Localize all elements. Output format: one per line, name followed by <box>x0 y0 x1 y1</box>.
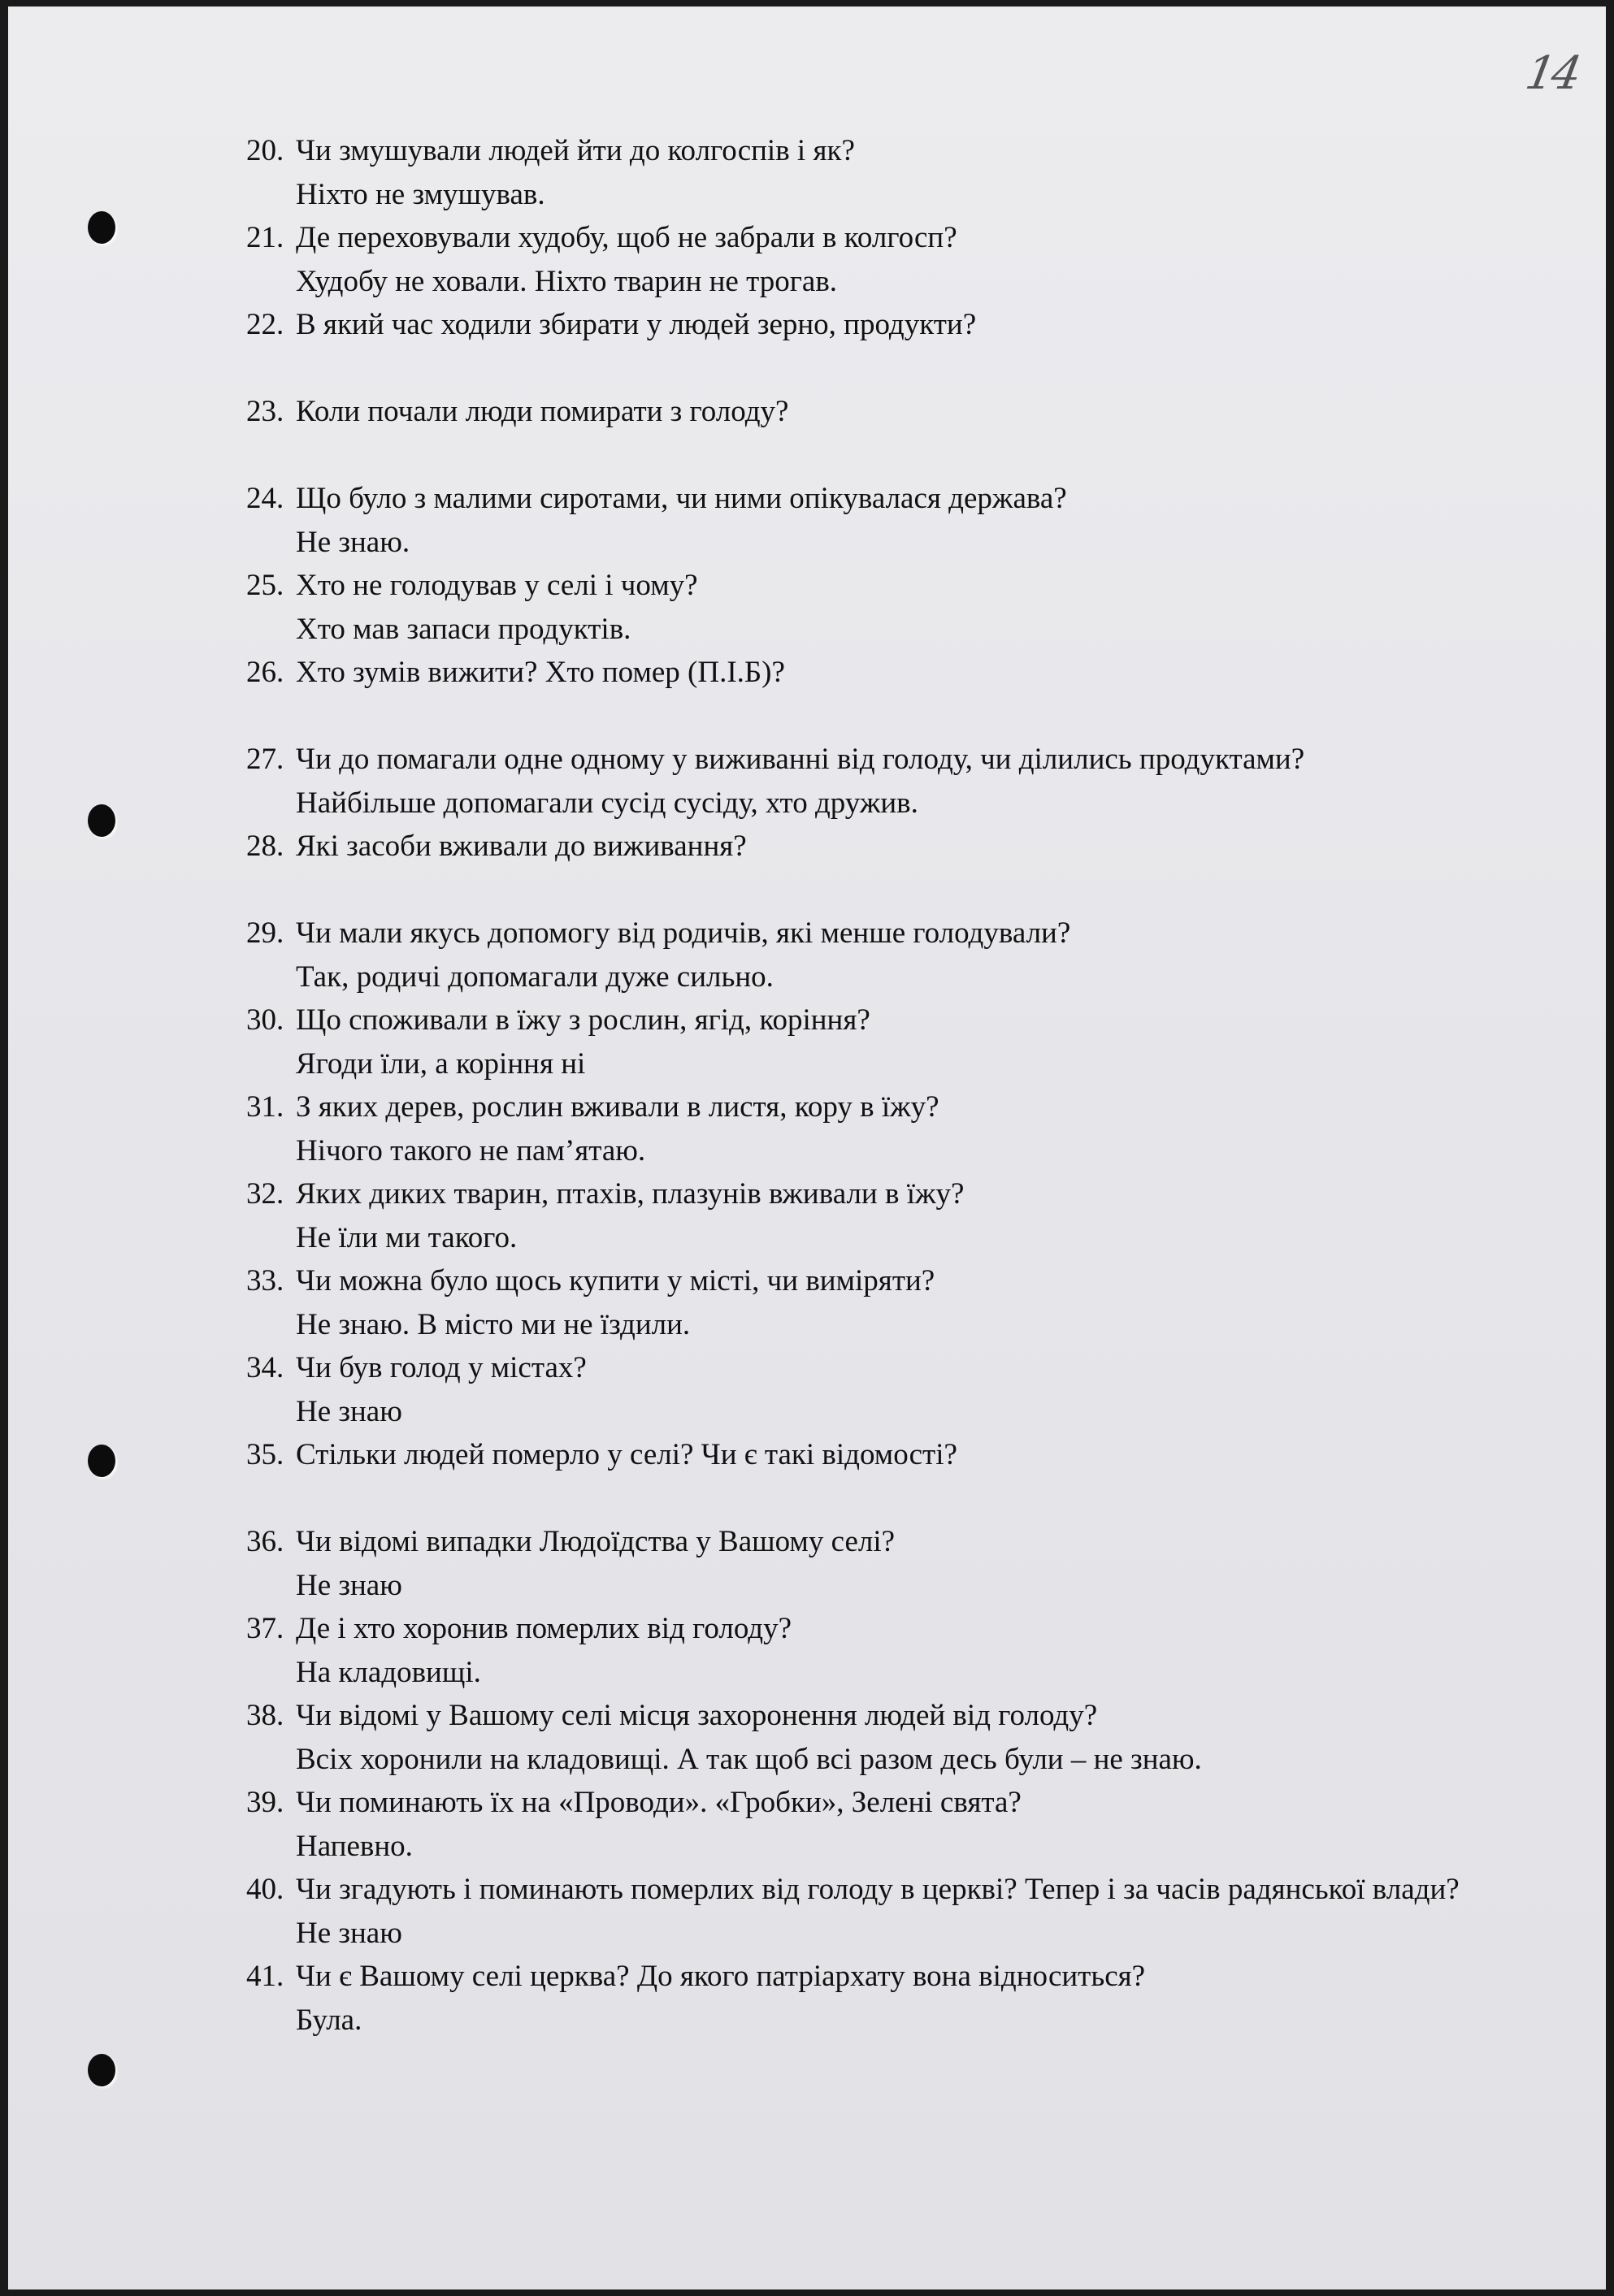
question-number: 27. <box>246 743 284 776</box>
question-number: 41. <box>246 1960 284 1993</box>
question-text: З яких дерев, рослин вживали в листя, кору в їжу? <box>296 1090 939 1124</box>
question-text: Чи змушували людей йти до колгоспів і як? <box>296 134 855 167</box>
question-text: Хто зумів вижити? Хто помер (П.І.Б)? <box>296 656 785 689</box>
question-item <box>246 1172 1494 1259</box>
question-item <box>246 1085 1494 1172</box>
question-text: Що було з малими сиротами, чи ними опікувалася держава? <box>296 482 1067 515</box>
blank-answer-space <box>296 1477 1494 1521</box>
question-item <box>246 825 1494 912</box>
answer-text: Не знаю <box>296 1916 402 1950</box>
question-number: 38. <box>246 1699 284 1732</box>
question-number: 23. <box>246 395 284 428</box>
answer-text: Всіх хоронили на кладовищі. А так щоб всі разом десь були – не знаю. <box>296 1742 1202 1776</box>
question-text: В який час ходили збирати у людей зерно, продукти? <box>296 308 977 341</box>
question-text: Чи поминають їх на «Проводи». «Гробки», Зелені свята? <box>296 1786 1022 1819</box>
answer-text: Хто мав запаси продуктів. <box>296 612 631 646</box>
question-number: 35. <box>246 1438 284 1471</box>
answer-text: Нічого такого не пам’ятаю. <box>296 1133 646 1167</box>
question-number: 32. <box>246 1177 284 1211</box>
question-number: 25. <box>246 569 284 602</box>
question-text: Хто не голодував у селі і чому? <box>296 569 698 602</box>
question-number: 34. <box>246 1351 284 1384</box>
question-item <box>246 477 1494 564</box>
question-text: Чи відомі випадки Людоїдства у Вашому селі? <box>296 1525 896 1558</box>
question-item <box>246 999 1494 1085</box>
answer-text: Не їли ми такого. <box>296 1220 518 1254</box>
punch-hole <box>88 211 115 244</box>
question-item <box>246 1433 1494 1520</box>
question-text: Чи відомі у Вашому селі місця захоронення людей від голоду? <box>296 1699 1098 1732</box>
question-number: 20. <box>246 134 284 167</box>
answer-text: Не знаю <box>296 1568 402 1602</box>
question-item <box>246 1868 1494 1955</box>
punch-hole <box>88 804 115 837</box>
question-text: Чи мали якусь допомогу від родичів, які менше голодували? <box>296 916 1071 950</box>
punch-hole <box>88 1445 115 1477</box>
question-number: 21. <box>246 221 284 254</box>
question-item <box>246 1607 1494 1694</box>
question-item <box>246 738 1494 825</box>
question-item <box>246 1259 1494 1346</box>
question-item <box>246 1520 1494 1607</box>
question-number: 31. <box>246 1090 284 1124</box>
question-text: Які засоби вживали до виживання? <box>296 830 747 863</box>
question-item <box>246 1955 1494 2042</box>
answer-text: Ягоди їли, а коріння ні <box>296 1046 586 1081</box>
blank-answer-space <box>296 434 1494 478</box>
question-item <box>246 564 1494 651</box>
question-number: 29. <box>246 916 284 950</box>
question-text: Де переховували худобу, щоб не забрали в колгосп? <box>296 221 957 254</box>
answer-text: Напевно. <box>296 1829 413 1863</box>
blank-answer-space <box>296 347 1494 391</box>
question-item <box>246 1346 1494 1433</box>
question-text: Чи можна було щось купити у місті, чи виміряти? <box>296 1264 935 1297</box>
question-text: Коли почали люди помирати з голоду? <box>296 395 789 428</box>
answer-text: Не знаю <box>296 1394 402 1428</box>
question-number: 24. <box>246 482 284 515</box>
question-number: 22. <box>246 308 284 341</box>
question-text: Чи до помагали одне одному у виживанні від голоду, чи ділились продуктами? <box>296 743 1305 776</box>
question-number: 39. <box>246 1786 284 1819</box>
answer-text: Найбільше допомагали сусід сусіду, хто дружив. <box>296 786 918 820</box>
question-item <box>246 129 1494 216</box>
question-item <box>246 303 1494 390</box>
answer-text: Ніхто не змушував. <box>296 177 545 211</box>
answer-text: На кладовищі. <box>296 1655 481 1689</box>
answer-text: Худобу не ховали. Ніхто тварин не трогав. <box>296 264 838 298</box>
answer-text: Була. <box>296 2003 362 2037</box>
questionnaire <box>246 129 1494 2042</box>
question-number: 37. <box>246 1612 284 1645</box>
question-number: 28. <box>246 830 284 863</box>
question-number: 40. <box>246 1873 284 1906</box>
question-item <box>246 1694 1494 1781</box>
blank-answer-space <box>296 869 1494 912</box>
question-text: Де і хто хоронив померлих від голоду? <box>296 1612 792 1645</box>
question-number: 36. <box>246 1525 284 1558</box>
question-text: Чи був голод у містах? <box>296 1351 587 1384</box>
answer-text: Не знаю. <box>296 525 410 559</box>
question-item <box>246 216 1494 303</box>
answer-text: Так, родичі допомагали дуже сильно. <box>296 960 774 994</box>
question-item <box>246 1781 1494 1868</box>
question-number: 33. <box>246 1264 284 1297</box>
question-text: Чи згадують і поминають померлих від голоду в церкві? Тепер і за часів радянської влади? <box>296 1873 1460 1906</box>
question-text: Стільки людей померло у селі? Чи є такі відомості? <box>296 1438 957 1471</box>
question-item <box>246 912 1494 999</box>
question-text: Чи є Вашому селі церква? До якого патріархату вона відноситься? <box>296 1960 1146 1993</box>
question-number: 30. <box>246 1003 284 1037</box>
question-text: Що споживали в їжу з рослин, ягід, коріння? <box>296 1003 870 1037</box>
question-number: 26. <box>246 656 284 689</box>
answer-text: Не знаю. В місто ми не їздили. <box>296 1307 691 1341</box>
blank-answer-space <box>296 695 1494 739</box>
question-item <box>246 390 1494 477</box>
question-text: Яких диких тварин, птахів, плазунів вживали в їжу? <box>296 1177 965 1211</box>
punch-hole <box>88 2054 115 2086</box>
handwritten-page-number: 14 <box>1521 47 1582 100</box>
question-item <box>246 651 1494 738</box>
